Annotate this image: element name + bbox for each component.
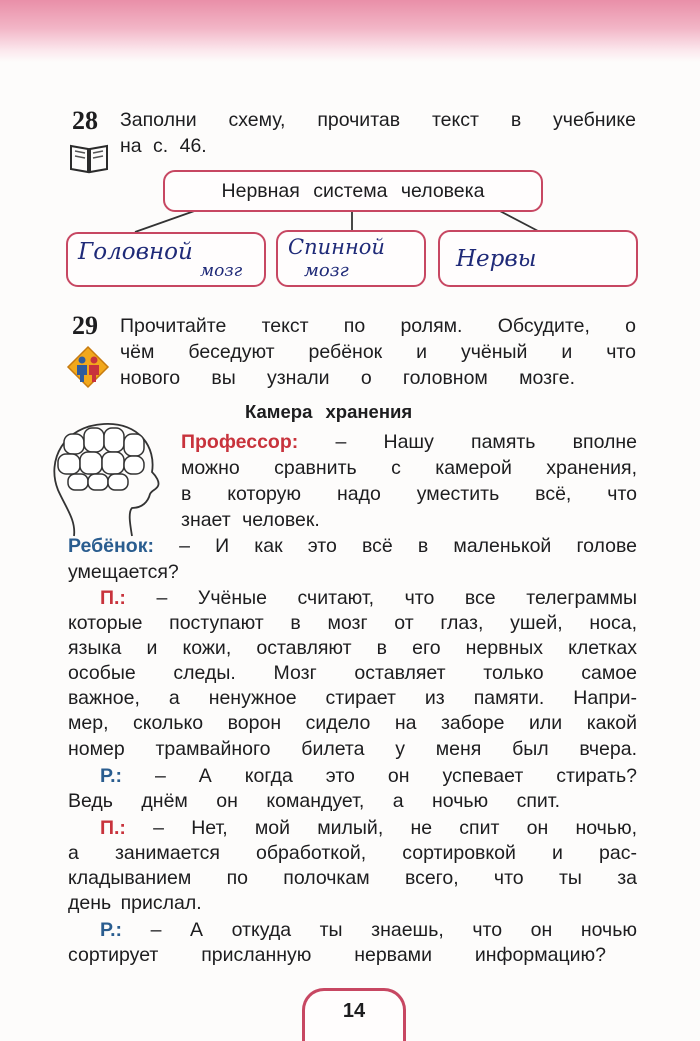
r1-line2: Ведь днём он командует, а ночью спит. xyxy=(68,790,560,812)
p2-line1: П.: – Нет, мой милый, не спит он ночью, xyxy=(100,817,637,839)
page-number: 14 xyxy=(342,1000,366,1022)
exercise-number-29: 29 xyxy=(72,311,98,340)
exercise-28-line2: на с. 46. xyxy=(120,135,207,157)
nerves-answer: Нервы xyxy=(456,246,537,272)
professor-line1: Профессор: – Нашу память вполне xyxy=(181,431,637,453)
p1-line3: языка и кожи, оставляют в его нервных клетках xyxy=(68,637,637,659)
scheme-box-nerves[interactable] xyxy=(438,230,638,287)
professor-line3: в которую надо уместить всё, что xyxy=(181,483,637,505)
scheme-box-spinal-cord[interactable] xyxy=(276,230,426,287)
p1-line4: особые следы. Мозг оставляет только самое xyxy=(68,662,637,684)
p2-line2: а занимается обработкой, сортировкой и рас- xyxy=(68,842,637,864)
r2-line2: сортирует присланную нервами информацию? xyxy=(68,944,606,966)
p1-line7: номер трамвайного билета у меня был вчера. xyxy=(68,738,637,760)
spinal-answer-line2: мозг xyxy=(304,260,349,281)
professor-line4: знает человек. xyxy=(181,509,320,531)
child-line1: Ребёнок: – И как это всё в маленькой голове xyxy=(68,535,637,557)
exercise-29-line2: чём беседуют ребёнок и учёный и что xyxy=(120,341,636,363)
head-brain-icon xyxy=(44,420,162,540)
r1-label: Р.: xyxy=(100,765,122,787)
p2-label: П.: xyxy=(100,817,126,839)
p1-line5: важное, а ненужное стирает из памяти. Напри- xyxy=(68,687,637,709)
exercise-28-line1: Заполни схему, прочитав текст в учебнике xyxy=(120,109,636,131)
p2-line3: кладыванием по полочкам всего, что ты за xyxy=(68,867,637,889)
r1-line1: Р.: – А когда это он успевает стирать? xyxy=(100,765,637,787)
p1-label: П.: xyxy=(100,587,126,609)
brain-answer-line1: Головной xyxy=(78,239,193,265)
child-label: Ребёнок: xyxy=(68,535,154,557)
p1-line2: которые поступают в мозг от глаз, ушей, носа, xyxy=(68,612,637,634)
professor-line2: можно сравнить с камерой хранения, xyxy=(181,457,637,479)
brain-answer-line2: мозг xyxy=(200,261,243,281)
exercise-29-line3: нового вы узнали о головном мозге. xyxy=(120,367,575,389)
r2-label: Р.: xyxy=(100,919,122,941)
scheme-top-label: Нервная система человека xyxy=(221,179,485,202)
child-line2: умещается? xyxy=(68,561,179,583)
p1-line1: П.: – Учёные считают, что все телеграммы xyxy=(100,587,637,609)
exercise-number-28: 28 xyxy=(72,106,98,135)
p1-line6: мер, сколько ворон сидело на заборе или какой xyxy=(68,712,637,734)
r2-line1: Р.: – А откуда ты знаешь, что он ночью xyxy=(100,919,637,941)
page-number-tab xyxy=(302,988,406,1041)
scheme-top-box xyxy=(163,170,543,212)
exercise-29-line1: Прочитайте текст по ролям. Обсудите, о xyxy=(120,315,636,337)
pair-work-icon xyxy=(66,345,110,389)
spinal-answer-line1: Спинной xyxy=(288,235,385,259)
story-title: Камера хранения xyxy=(245,401,413,422)
p2-line4: день прислал. xyxy=(68,892,202,914)
scheme-box-brain[interactable] xyxy=(66,232,266,287)
professor-label: Профессор: xyxy=(181,431,299,453)
